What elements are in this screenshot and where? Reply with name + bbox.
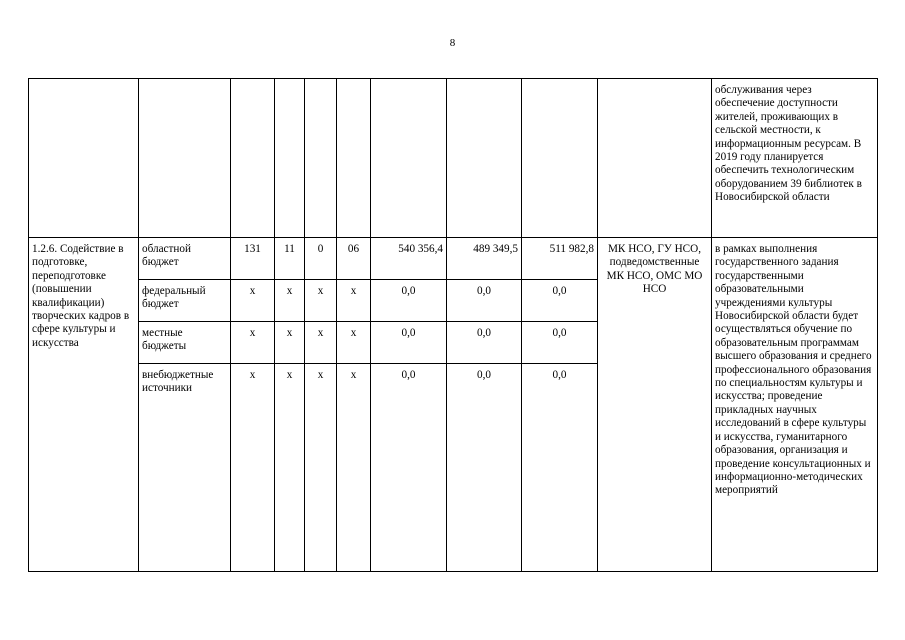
- year2-amount-cell: 0,0: [447, 322, 522, 364]
- empty-cell: [29, 79, 139, 238]
- pr-cell: х: [305, 364, 337, 572]
- funding-source-cell: внебюджетные источники: [139, 364, 231, 572]
- empty-cell: [275, 79, 305, 238]
- empty-cell: [305, 79, 337, 238]
- empty-cell: [522, 79, 598, 238]
- year2-amount-cell: 0,0: [447, 280, 522, 322]
- pr-cell: х: [305, 322, 337, 364]
- empty-cell: [337, 79, 371, 238]
- table-row-funding-regional: [29, 238, 878, 280]
- code-cell: х: [337, 364, 371, 572]
- funding-source-cell: местные бюджеты: [139, 322, 231, 364]
- year3-amount-cell: 0,0: [522, 322, 598, 364]
- code-cell: 06: [337, 238, 371, 280]
- year1-amount-cell: 540 356,4: [371, 238, 447, 280]
- pr-cell: х: [305, 280, 337, 322]
- activity-name-cell: 1.2.6. Содействие в подготовке, переподготовке (повышении квалификации) творческих кадров в сфере культуры и искусства: [29, 238, 139, 572]
- funding-source-cell: областной бюджет: [139, 238, 231, 280]
- empty-cell: [447, 79, 522, 238]
- executor-cell: МК НСО, ГУ НСО, подведомственные МК НСО, ОМС МО НСО: [598, 238, 712, 572]
- year3-amount-cell: 0,0: [522, 280, 598, 322]
- empty-cell: [598, 79, 712, 238]
- rz-cell: 11: [275, 238, 305, 280]
- rz-cell: х: [275, 364, 305, 572]
- year2-amount-cell: 0,0: [447, 364, 522, 572]
- page-number: 8: [449, 37, 456, 49]
- funding-source-cell: федеральный бюджет: [139, 280, 231, 322]
- year1-amount-cell: 0,0: [371, 322, 447, 364]
- grbs-cell: х: [231, 364, 275, 572]
- year1-amount-cell: 0,0: [371, 364, 447, 572]
- result-cell: в рамках выполнения государственного задания государственными образовательными учреждениями культуры Новосибирской области будет осуществляться обучение по образовательным программам высшего образования и среднего профессионального образования по специальностям культуры и искусства; проведение прикладных научных исследований в сфере культуры и искусства, гуманитарного образования, организация и проведение консультационных и информационно-методических мероприятий: [712, 238, 878, 572]
- program-activities-table: [28, 78, 878, 572]
- grbs-cell: х: [231, 280, 275, 322]
- result-cell-continued: обслуживания через обеспечение доступности жителей, проживающих в сельской местности, к информационным ресурсам. В 2019 году планируется обеспечить технологическим оборудованием 39 библиотек в Новосибирской области: [712, 79, 878, 238]
- rz-cell: х: [275, 322, 305, 364]
- empty-cell: [139, 79, 231, 238]
- table-row-continued: [29, 79, 878, 238]
- code-cell: х: [337, 322, 371, 364]
- grbs-cell: 131: [231, 238, 275, 280]
- pr-cell: 0: [305, 238, 337, 280]
- year3-amount-cell: 511 982,8: [522, 238, 598, 280]
- code-cell: х: [337, 280, 371, 322]
- empty-cell: [371, 79, 447, 238]
- empty-cell: [231, 79, 275, 238]
- rz-cell: х: [275, 280, 305, 322]
- year3-amount-cell: 0,0: [522, 364, 598, 572]
- year1-amount-cell: 0,0: [371, 280, 447, 322]
- grbs-cell: х: [231, 322, 275, 364]
- year2-amount-cell: 489 349,5: [447, 238, 522, 280]
